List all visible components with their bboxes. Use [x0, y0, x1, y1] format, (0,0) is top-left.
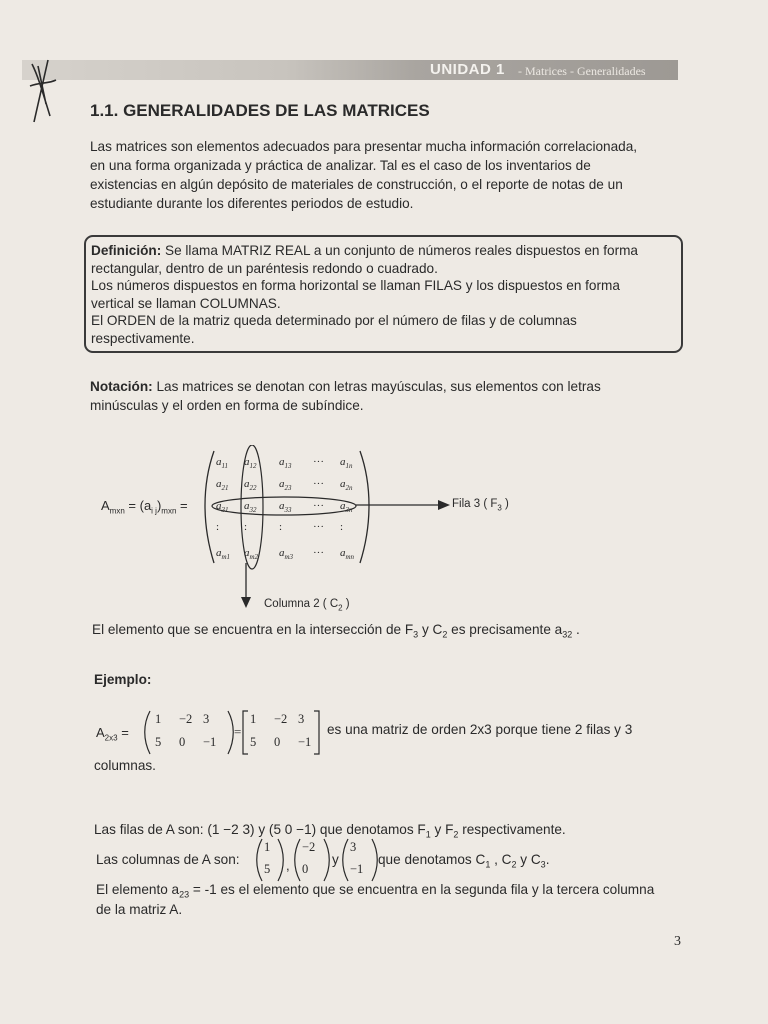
- example-text: columnas.: [94, 758, 156, 773]
- matrix-entry: ···: [313, 456, 324, 468]
- matrix-name: A: [101, 498, 110, 513]
- column-vector-entry: 0: [302, 862, 309, 876]
- matrix-entry: $a_{23}$: [279, 478, 292, 493]
- matrix-entry: $a_{22}$: [244, 478, 257, 493]
- definition-text: Se llama MATRIZ REAL a un conjunto de números reales dispuestos en forma: [161, 243, 638, 258]
- matrix-entry: $a_{21}$: [216, 478, 229, 493]
- column-vector-entry: 5: [264, 862, 271, 876]
- sentence-text: y F: [430, 822, 454, 837]
- element-sentence: [96, 882, 688, 917]
- matrix-entry: ···: [313, 500, 324, 512]
- matrix-entry: $a_{mn}$: [340, 547, 355, 562]
- subscript: 1: [485, 859, 491, 870]
- column-vector-entry: −1: [350, 862, 364, 876]
- columns-sentence-start: Las columnas de A son:: [96, 852, 240, 867]
- matrix-entry: $a_{m1}$: [216, 547, 231, 562]
- example-entry: −2: [274, 712, 288, 726]
- header-banner: [22, 60, 678, 80]
- sentence-text: que denotamos C: [378, 852, 486, 867]
- column-vector-entry: −2: [302, 840, 316, 854]
- sentence-text: , C: [490, 852, 512, 867]
- sentence-text: y C: [516, 852, 541, 867]
- definition-text: rectangular, dentro de un paréntesis redondo o cuadrado.: [91, 260, 438, 276]
- subscript: 2: [442, 629, 448, 640]
- subscript: 23: [179, 889, 190, 900]
- example-matrix-name: A: [96, 725, 105, 740]
- sentence-text: El elemento a: [96, 882, 180, 897]
- paren: [278, 839, 283, 881]
- sentence-text: de la matriz A.: [96, 901, 183, 917]
- column-vector-entry: 1: [264, 840, 271, 854]
- intersection-sentence: [92, 622, 580, 640]
- matrix-entry: $a_{33}$: [279, 500, 292, 515]
- subscript: 32: [562, 629, 573, 640]
- index-sub: i j: [151, 506, 157, 516]
- sentence-text: El elemento que se encuentra en la intersección de F: [92, 622, 414, 637]
- example-entry: 5: [155, 735, 162, 749]
- sentence-text: = -1 es el elemento que se encuentra en la segunda fila y la tercera columna: [189, 882, 655, 897]
- column-arrowhead: [241, 597, 251, 608]
- sentence-text: Las filas de A son: (1 −2 3) y (5 0 −1) que denotamos F: [94, 822, 426, 837]
- matrix-entry: :: [340, 521, 344, 533]
- row-label-sub: 3: [497, 503, 502, 513]
- round-paren-left: [145, 711, 150, 754]
- matrix-entry: $a_{2n}$: [340, 478, 353, 493]
- columns-sentence-end: [378, 852, 549, 870]
- matrix-entry: :: [279, 521, 283, 533]
- sentence-text: .: [545, 852, 550, 867]
- intro-line: estudiante durante los diferentes periodos de estudio.: [90, 196, 414, 211]
- unit-subtitle: - Matrices - Generalidades: [518, 64, 646, 78]
- matrix-entry: ···: [313, 521, 324, 533]
- unit-label: UNIDAD 1: [430, 61, 505, 78]
- row-label-text: ): [501, 498, 509, 510]
- equation-text: =: [176, 498, 188, 513]
- example-entry: 0: [179, 735, 186, 749]
- column-label-sub: 2: [338, 603, 343, 613]
- subscript: 2: [453, 829, 459, 840]
- column-label: [264, 598, 350, 612]
- column-label-text: ): [342, 598, 350, 610]
- column-label-text: Columna 2 ( C: [264, 598, 339, 610]
- middle-equals: =: [234, 724, 242, 739]
- matrix-entry: :: [216, 521, 220, 533]
- matrix-order-sub: mxn: [161, 506, 177, 516]
- and-separator: y: [332, 852, 339, 867]
- matrix-entry: $a_{11}$: [216, 456, 228, 471]
- intro-paragraph: [90, 137, 680, 213]
- sentence-text: y C: [418, 622, 443, 637]
- intro-line: existencias en algún depósito de materiales de construcción, o el reporte de notas de un: [90, 177, 623, 192]
- example-label: Ejemplo:: [94, 672, 152, 687]
- round-paren-right: [228, 711, 233, 754]
- example-entry: −2: [179, 712, 193, 726]
- subscript: 3: [413, 629, 419, 640]
- notation-paragraph: [90, 377, 680, 415]
- notation-text: minúsculas y el orden en forma de subíndice.: [90, 398, 364, 413]
- row-label: [452, 498, 509, 512]
- definition-text: El ORDEN de la matriz queda determinado por el número de filas y de columnas: [91, 313, 577, 328]
- section-title: 1.1. GENERALIDADES DE LAS MATRICES: [90, 101, 430, 120]
- subscript: 3: [540, 859, 546, 870]
- example-order-sub: 2x3: [104, 733, 118, 743]
- handwritten-mark: [26, 56, 60, 128]
- sentence-text: es precisamente a: [447, 622, 563, 637]
- definition-text: Los números dispuestos en forma horizontal se llaman FILAS y los dispuestos en forma: [91, 278, 620, 293]
- row-label-text: Fila 3 ( F: [452, 498, 498, 510]
- page-number: 3: [674, 934, 681, 949]
- example-entry: 0: [274, 735, 281, 749]
- intro-line: Las matrices son elementos adecuados para presentar mucha información correlacionada,: [90, 139, 638, 154]
- paren: [295, 839, 300, 881]
- matrix-equation-lhs: [101, 498, 188, 516]
- example-entry: −1: [203, 735, 217, 749]
- comma-separator: ,: [286, 858, 290, 873]
- subscript: 1: [425, 829, 431, 840]
- column-vector-entry: 3: [350, 840, 357, 854]
- definition-label: Definición:: [91, 243, 162, 258]
- right-paren: [360, 451, 369, 563]
- matrix-entry: $a_{m2}$: [244, 547, 259, 562]
- example-entry: −1: [298, 735, 312, 749]
- example-lhs: [96, 725, 129, 743]
- equation-text: ): [156, 498, 162, 513]
- matrix-entry: $a_{1n}$: [340, 456, 353, 471]
- intro-line: en una forma organizada y práctica de analizar. Tal es el caso de los inventarios de: [90, 158, 591, 173]
- paren: [372, 839, 377, 881]
- matrix-entry: $a_{31}$: [216, 500, 229, 515]
- example-entry: 1: [250, 712, 257, 726]
- paren: [257, 839, 262, 881]
- subscript: 2: [511, 859, 517, 870]
- matrix-entry: $a_{3n}$: [340, 500, 353, 515]
- definition-box: [84, 235, 683, 353]
- example-entry: 3: [298, 712, 305, 726]
- matrix-entry: $a_{32}$: [244, 500, 257, 515]
- example-entry: 5: [250, 735, 257, 749]
- equals-sign: =: [117, 725, 129, 740]
- matrix-entry: $a_{m3}$: [279, 547, 294, 562]
- row-arrowhead: [438, 500, 450, 510]
- square-bracket-right: [314, 711, 319, 754]
- sentence-text: .: [572, 622, 580, 637]
- paren: [324, 839, 329, 881]
- square-bracket-left: [243, 711, 248, 754]
- sentence-text: respectivamente.: [458, 822, 566, 837]
- equation-text: = (a: [124, 498, 152, 513]
- matrix-entry: $a_{13}$: [279, 456, 292, 471]
- example-entry: 3: [203, 712, 210, 726]
- notation-text: Las matrices se denotan con letras mayúsculas, sus elementos con letras: [152, 379, 601, 394]
- matrix-entry: :: [244, 521, 248, 533]
- matrix-entry: $a_{12}$: [244, 456, 257, 471]
- matrix-entry: ···: [313, 547, 324, 559]
- notation-label: Notación:: [90, 379, 153, 394]
- definition-text: vertical se llaman COLUMNAS.: [91, 295, 281, 311]
- paren: [343, 839, 348, 881]
- example-entry: 1: [155, 712, 162, 726]
- matrix-order-sub: mxn: [109, 506, 125, 516]
- definition-text: respectivamente.: [91, 330, 195, 346]
- example-text: es una matriz de orden 2x3 porque tiene 2 filas y 3: [327, 722, 633, 737]
- matrix-entry: ···: [313, 478, 324, 490]
